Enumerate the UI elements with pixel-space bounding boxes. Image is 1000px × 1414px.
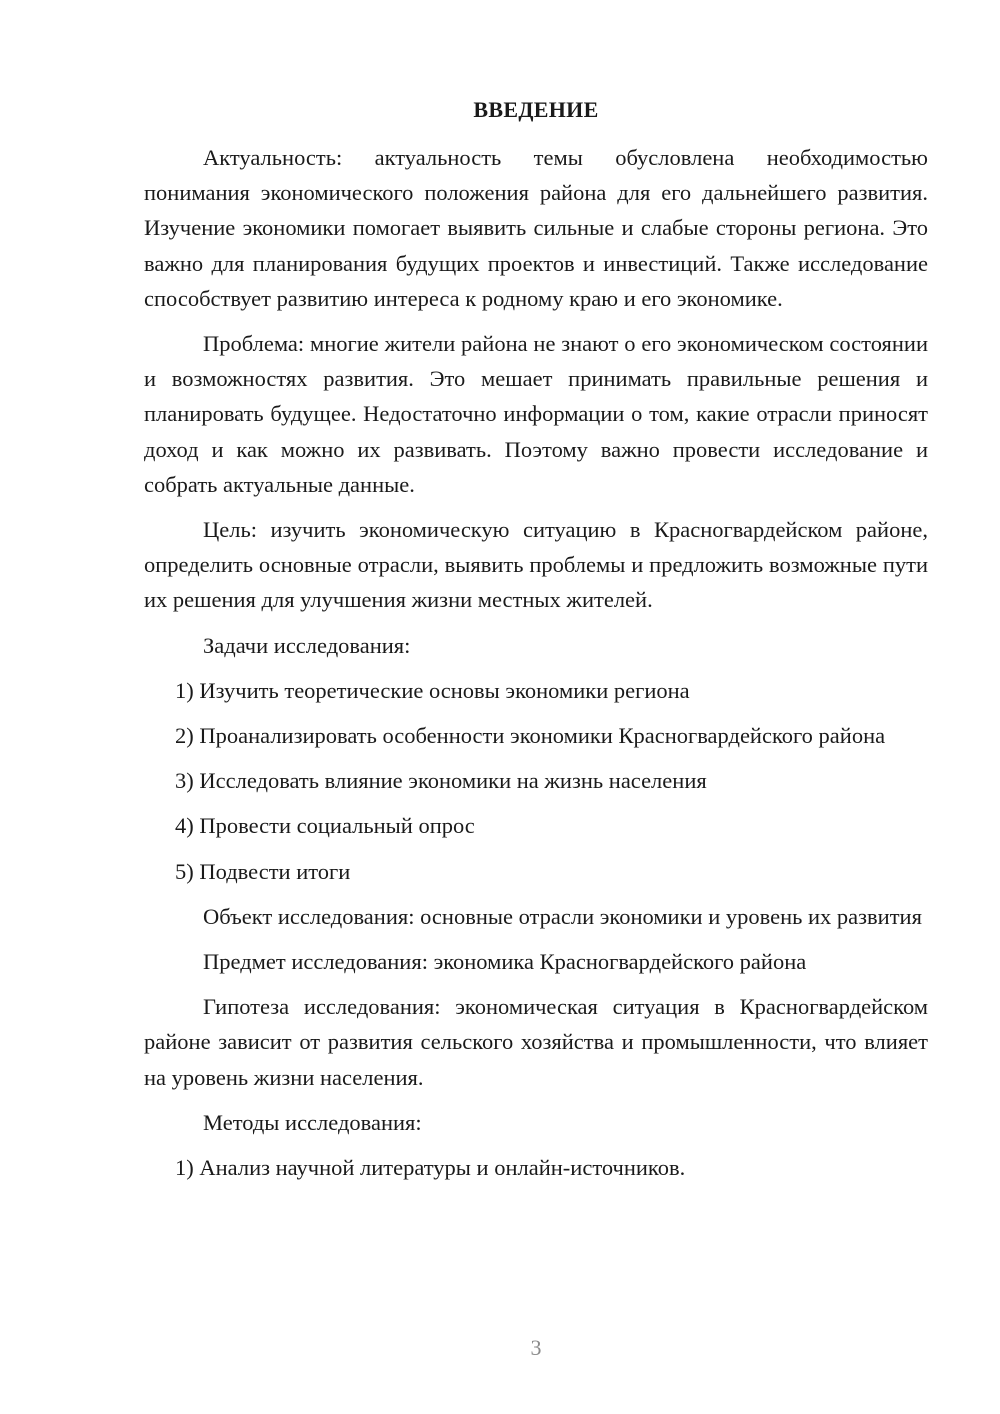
hypothesis-paragraph: Гипотеза исследования: экономическая ситуация в Красногвардейском районе зависит от развития сельского хозяйства и промышленности, что влияет на уровень жизни населения. xyxy=(144,994,928,1090)
section-title: ВВЕДЕНИЕ xyxy=(473,97,599,122)
goal-paragraph: Цель: изучить экономическую ситуацию в Красногвардейском районе, определить основные отрасли, выявить проблемы и предложить возможные пути их решения для улучшения жизни местных жителей. xyxy=(144,517,928,613)
object-paragraph: Объект исследования: основные отрасли экономики и уровень их развития xyxy=(203,903,922,929)
subject-paragraph: Предмет исследования: экономика Красногвардейского района xyxy=(203,949,807,975)
page-number: 3 xyxy=(530,1335,542,1360)
task-item: 2) Проанализировать особенности экономики Красногвардейского района xyxy=(175,723,886,749)
methods-heading: Методы исследования: xyxy=(203,1109,422,1135)
task-item: 1) Изучить теоретические основы экономики региона xyxy=(175,677,690,703)
task-item: 5) Подвести итоги xyxy=(175,858,351,884)
task-item: 3) Исследовать влияние экономики на жизнь населения xyxy=(175,768,707,794)
task-item: 4) Провести социальный опрос xyxy=(175,813,475,839)
problem-paragraph: Проблема: многие жители района не знают о его экономическом состоянии и возможностях развития. Это мешает принимать правильные решения и планировать будущее. Недостаточно информации о том, какие отрасли приносят доход и как можно их развивать. Поэтому важно провести исследование и собрать актуальные данные. xyxy=(144,331,928,497)
page-content xyxy=(144,96,928,1195)
relevance-paragraph: Актуальность: актуальность темы обусловлена необходимостью понимания экономического положения района для его дальнейшего развития. Изучение экономики помогает выявить сильные и слабые стороны региона. Это важно для планирования будущих проектов и инвестиций. Также исследование способствует развитию интереса к родному краю и его экономике. xyxy=(144,145,928,311)
tasks-heading: Задачи исследования: xyxy=(203,632,411,658)
method-item: 1) Анализ научной литературы и онлайн-источников. xyxy=(175,1155,686,1181)
